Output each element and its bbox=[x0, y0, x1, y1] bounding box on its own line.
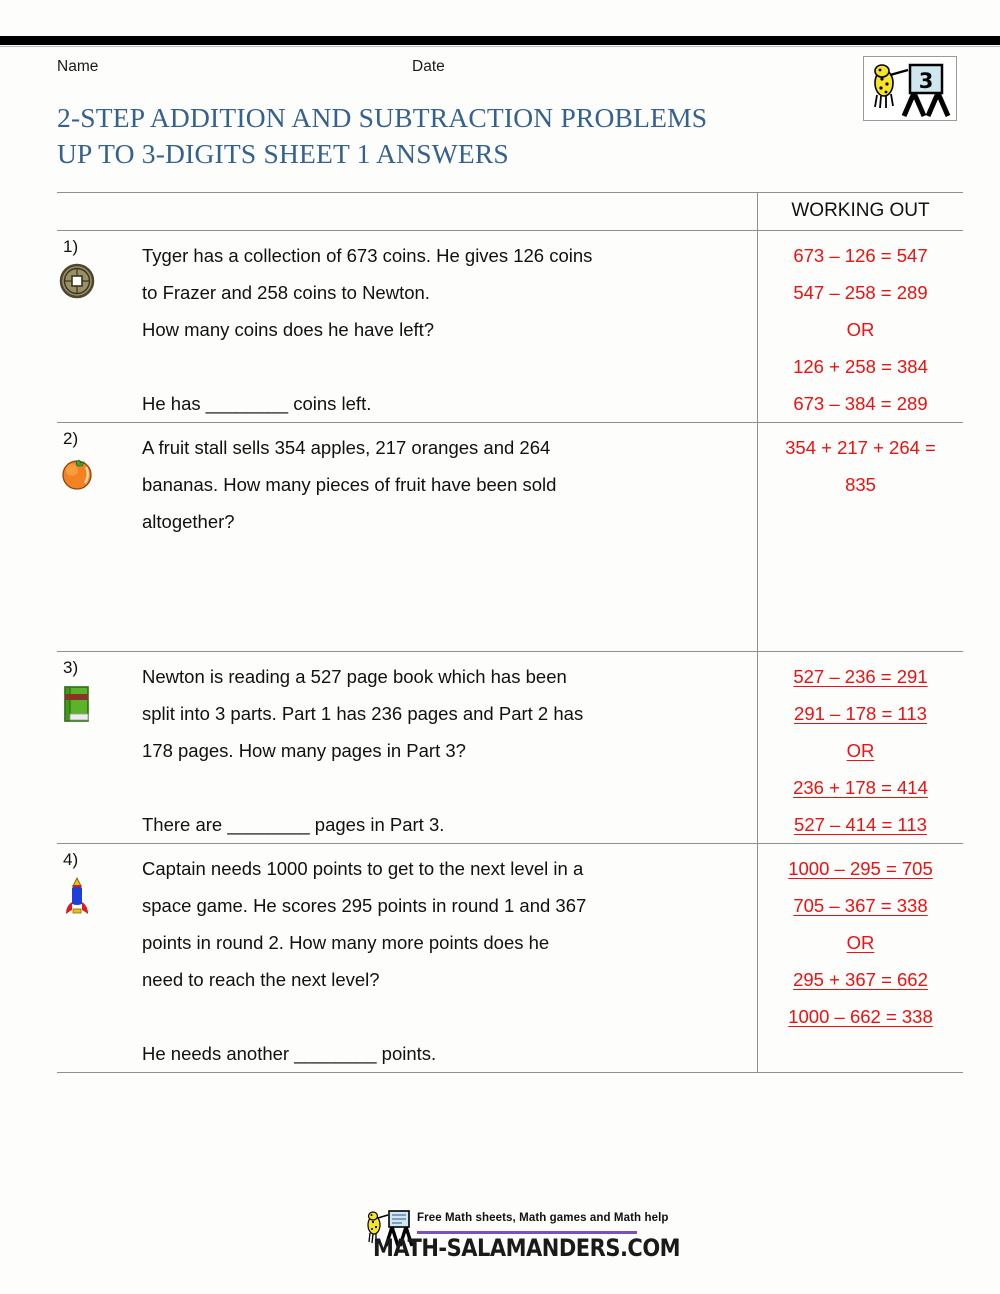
problem-number-cell bbox=[57, 423, 102, 651]
problem-number: 4) bbox=[63, 850, 79, 869]
working-out-cell bbox=[757, 844, 963, 1072]
working-line-or: OR bbox=[846, 740, 875, 761]
problem-number-cell bbox=[57, 844, 102, 1072]
answer-sentence[interactable]: He has ________ coins left. bbox=[142, 393, 372, 414]
table-header-spacer bbox=[57, 193, 757, 230]
name-label: Name bbox=[57, 58, 99, 75]
working-line-or: OR bbox=[846, 932, 875, 953]
working-line: 354 + 217 + 264 = bbox=[785, 437, 936, 458]
working-line: 547 – 258 = 289 bbox=[793, 282, 928, 303]
footer-domain[interactable]: MATH-SALAMANDERS.COM bbox=[373, 1234, 681, 1262]
working-line: 1000 – 662 = 338 bbox=[788, 1006, 933, 1027]
table-row bbox=[57, 652, 963, 843]
footer-logo-block[interactable] bbox=[355, 1206, 681, 1272]
answer-sentence[interactable]: There are ________ pages in Part 3. bbox=[142, 814, 445, 835]
top-thin-rule bbox=[0, 46, 1000, 47]
salamander-logo-icon bbox=[864, 57, 954, 118]
working-line: 291 – 178 = 113 bbox=[794, 703, 927, 724]
problem-number: 1) bbox=[63, 237, 79, 256]
page-title bbox=[57, 100, 817, 172]
table-header-row bbox=[57, 193, 963, 230]
table-row bbox=[57, 423, 963, 651]
problems-table bbox=[57, 192, 963, 1073]
rocket-icon bbox=[59, 876, 99, 920]
math-salamanders-logo bbox=[863, 56, 957, 121]
question-line: need to reach the next level? bbox=[142, 969, 380, 990]
spacer-line bbox=[142, 577, 747, 614]
question-line: split into 3 parts. Part 1 has 236 pages and Part 2 has bbox=[142, 703, 584, 724]
question-line: Captain needs 1000 points to get to the next level in a bbox=[142, 858, 584, 879]
working-out-cell bbox=[757, 652, 963, 843]
answer-sentence[interactable]: He needs another ________ points. bbox=[142, 1043, 437, 1064]
question-line: altogether? bbox=[142, 511, 235, 532]
question-line: A fruit stall sells 354 apples, 217 oranges and 264 bbox=[142, 437, 551, 458]
working-out-cell bbox=[757, 231, 963, 422]
table-row bbox=[57, 231, 963, 422]
spacer-line bbox=[142, 540, 747, 577]
working-line: 673 – 126 = 547 bbox=[793, 245, 928, 266]
title-line-1: 2-STEP ADDITION AND SUBTRACTION PROBLEMS bbox=[57, 102, 708, 133]
question-line: points in round 2. How many more points does he bbox=[142, 932, 550, 953]
working-line: 705 – 367 = 338 bbox=[793, 895, 928, 916]
footer bbox=[0, 1206, 1000, 1277]
spacer-line bbox=[142, 614, 747, 651]
date-label: Date bbox=[412, 58, 445, 75]
problem-number-cell bbox=[57, 652, 102, 843]
problem-text-cell bbox=[102, 231, 757, 422]
problem-text-cell bbox=[102, 423, 757, 651]
question-line: space game. He scores 295 points in round 1 and 367 bbox=[142, 895, 587, 916]
working-line: 673 – 384 = 289 bbox=[793, 393, 928, 414]
question-line: How many coins does he have left? bbox=[142, 319, 435, 340]
working-line: 835 bbox=[845, 474, 876, 495]
problem-number: 3) bbox=[63, 658, 79, 677]
spacer-line bbox=[142, 769, 747, 806]
footer-tagline: Free Math sheets, Math games and Math help bbox=[417, 1212, 669, 1224]
book-icon bbox=[59, 684, 99, 728]
table-rule-bottom bbox=[57, 1072, 963, 1073]
top-black-rule bbox=[0, 36, 1000, 45]
title-line-2: UP TO 3-DIGITS SHEET 1 ANSWERS bbox=[57, 138, 509, 169]
problem-number-cell bbox=[57, 231, 102, 422]
question-line: Newton is reading a 527 page book which has been bbox=[142, 666, 567, 687]
working-line: 236 + 178 = 414 bbox=[793, 777, 928, 798]
working-line: 295 + 367 = 662 bbox=[793, 969, 928, 990]
working-line-or: OR bbox=[846, 319, 875, 340]
coin-icon bbox=[59, 263, 99, 307]
orange-fruit-icon bbox=[59, 455, 99, 499]
name-date-row bbox=[57, 58, 963, 82]
spacer-line bbox=[142, 348, 747, 385]
problem-number: 2) bbox=[63, 429, 79, 448]
table-row bbox=[57, 844, 963, 1072]
question-line: to Frazer and 258 coins to Newton. bbox=[142, 282, 430, 303]
working-line: 1000 – 295 = 705 bbox=[788, 858, 933, 879]
question-line: 178 pages. How many pages in Part 3? bbox=[142, 740, 466, 761]
working-out-header: WORKING OUT bbox=[757, 193, 963, 230]
question-line: bananas. How many pieces of fruit have been sold bbox=[142, 474, 557, 495]
question-line: Tyger has a collection of 673 coins. He gives 126 coins bbox=[142, 245, 593, 266]
spacer-line bbox=[142, 998, 747, 1035]
svg-text:3: 3 bbox=[918, 69, 934, 93]
problem-text-cell bbox=[102, 652, 757, 843]
working-line: 126 + 258 = 384 bbox=[793, 356, 928, 377]
working-out-cell bbox=[757, 423, 963, 651]
working-line: 527 – 236 = 291 bbox=[793, 666, 928, 687]
working-line: 527 – 414 = 113 bbox=[794, 814, 927, 835]
problem-text-cell bbox=[102, 844, 757, 1072]
